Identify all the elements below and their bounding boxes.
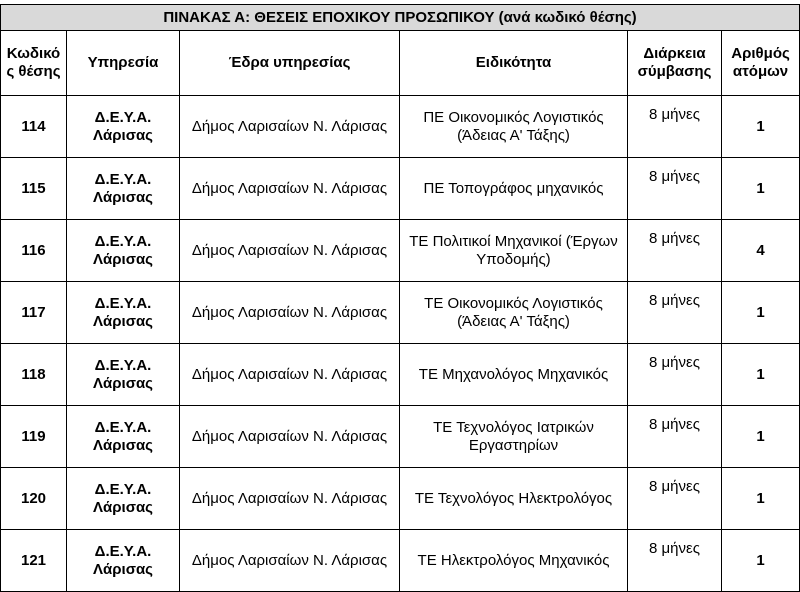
cell-code: 121 <box>1 530 67 592</box>
cell-specialty: ΤΕ Τεχνολόγος Ηλεκτρολόγος <box>400 468 628 530</box>
cell-specialty: ΤΕ Οικονομικός Λογιστικός (Άδειας Α' Τάξης) <box>400 282 628 344</box>
cell-duration: 8 μήνες <box>628 158 722 220</box>
header-row <box>1 31 800 96</box>
cell-seat: Δήμος Λαρισαίων Ν. Λάρισας <box>180 282 400 344</box>
cell-seat: Δήμος Λαρισαίων Ν. Λάρισας <box>180 158 400 220</box>
cell-count: 1 <box>722 282 800 344</box>
cell-duration: 8 μήνες <box>628 96 722 158</box>
cell-specialty: ΤΕ Μηχανολόγος Μηχανικός <box>400 344 628 406</box>
cell-seat: Δήμος Λαρισαίων Ν. Λάρισας <box>180 96 400 158</box>
cell-seat: Δήμος Λαρισαίων Ν. Λάρισας <box>180 530 400 592</box>
table-row <box>1 96 800 158</box>
cell-service: Δ.Ε.Υ.Α. Λάρισας <box>67 406 180 468</box>
cell-code: 115 <box>1 158 67 220</box>
cell-service: Δ.Ε.Υ.Α. Λάρισας <box>67 468 180 530</box>
cell-count: 1 <box>722 468 800 530</box>
cell-duration: 8 μήνες <box>628 344 722 406</box>
cell-service: Δ.Ε.Υ.Α. Λάρισας <box>67 158 180 220</box>
table-row <box>1 282 800 344</box>
header-seat: Έδρα υπηρεσίας <box>180 31 400 96</box>
table-row <box>1 468 800 530</box>
table-row <box>1 344 800 406</box>
cell-specialty: ΤΕ Πολιτικοί Μηχανικοί (Έργων Υποδομής) <box>400 220 628 282</box>
cell-service: Δ.Ε.Υ.Α. Λάρισας <box>67 530 180 592</box>
cell-code: 116 <box>1 220 67 282</box>
cell-seat: Δήμος Λαρισαίων Ν. Λάρισας <box>180 344 400 406</box>
cell-service: Δ.Ε.Υ.Α. Λάρισας <box>67 96 180 158</box>
cell-code: 117 <box>1 282 67 344</box>
cell-count: 4 <box>722 220 800 282</box>
cell-code: 114 <box>1 96 67 158</box>
table-body <box>1 96 800 592</box>
header-count: Αριθμός ατόμων <box>722 31 800 96</box>
cell-count: 1 <box>722 96 800 158</box>
cell-seat: Δήμος Λαρισαίων Ν. Λάρισας <box>180 406 400 468</box>
cell-specialty: ΠΕ Τοπογράφος μηχανικός <box>400 158 628 220</box>
cell-duration: 8 μήνες <box>628 468 722 530</box>
cell-count: 1 <box>722 158 800 220</box>
cell-count: 1 <box>722 344 800 406</box>
cell-count: 1 <box>722 406 800 468</box>
cell-code: 118 <box>1 344 67 406</box>
table-row <box>1 406 800 468</box>
table-row <box>1 220 800 282</box>
cell-seat: Δήμος Λαρισαίων Ν. Λάρισας <box>180 220 400 282</box>
cell-specialty: ΤΕ Ηλεκτρολόγος Μηχανικός <box>400 530 628 592</box>
cell-code: 120 <box>1 468 67 530</box>
header-specialty: Ειδικότητα <box>400 31 628 96</box>
cell-code: 119 <box>1 406 67 468</box>
cell-service: Δ.Ε.Υ.Α. Λάρισας <box>67 220 180 282</box>
cell-count: 1 <box>722 530 800 592</box>
table-row <box>1 530 800 592</box>
cell-duration: 8 μήνες <box>628 530 722 592</box>
cell-service: Δ.Ε.Υ.Α. Λάρισας <box>67 282 180 344</box>
table-row <box>1 158 800 220</box>
cell-duration: 8 μήνες <box>628 220 722 282</box>
cell-duration: 8 μήνες <box>628 406 722 468</box>
header-duration: Διάρκεια σύμβασης <box>628 31 722 96</box>
cell-specialty: ΤΕ Τεχνολόγος Ιατρικών Εργαστηρίων <box>400 406 628 468</box>
cell-duration: 8 μήνες <box>628 282 722 344</box>
positions-table <box>0 4 800 592</box>
header-service: Υπηρεσία <box>67 31 180 96</box>
cell-seat: Δήμος Λαρισαίων Ν. Λάρισας <box>180 468 400 530</box>
cell-specialty: ΠΕ Οικονομικός Λογιστικός (Άδειας Α' Τάξης) <box>400 96 628 158</box>
header-code: Κωδικό ς θέσης <box>1 31 67 96</box>
table-title: ΠΙΝΑΚΑΣ Α: ΘΕΣΕΙΣ ΕΠΟΧΙΚΟΥ ΠΡΟΣΩΠΙΚΟΥ (ανά κωδικό θέσης) <box>1 5 800 31</box>
cell-service: Δ.Ε.Υ.Α. Λάρισας <box>67 344 180 406</box>
title-row <box>1 5 800 31</box>
